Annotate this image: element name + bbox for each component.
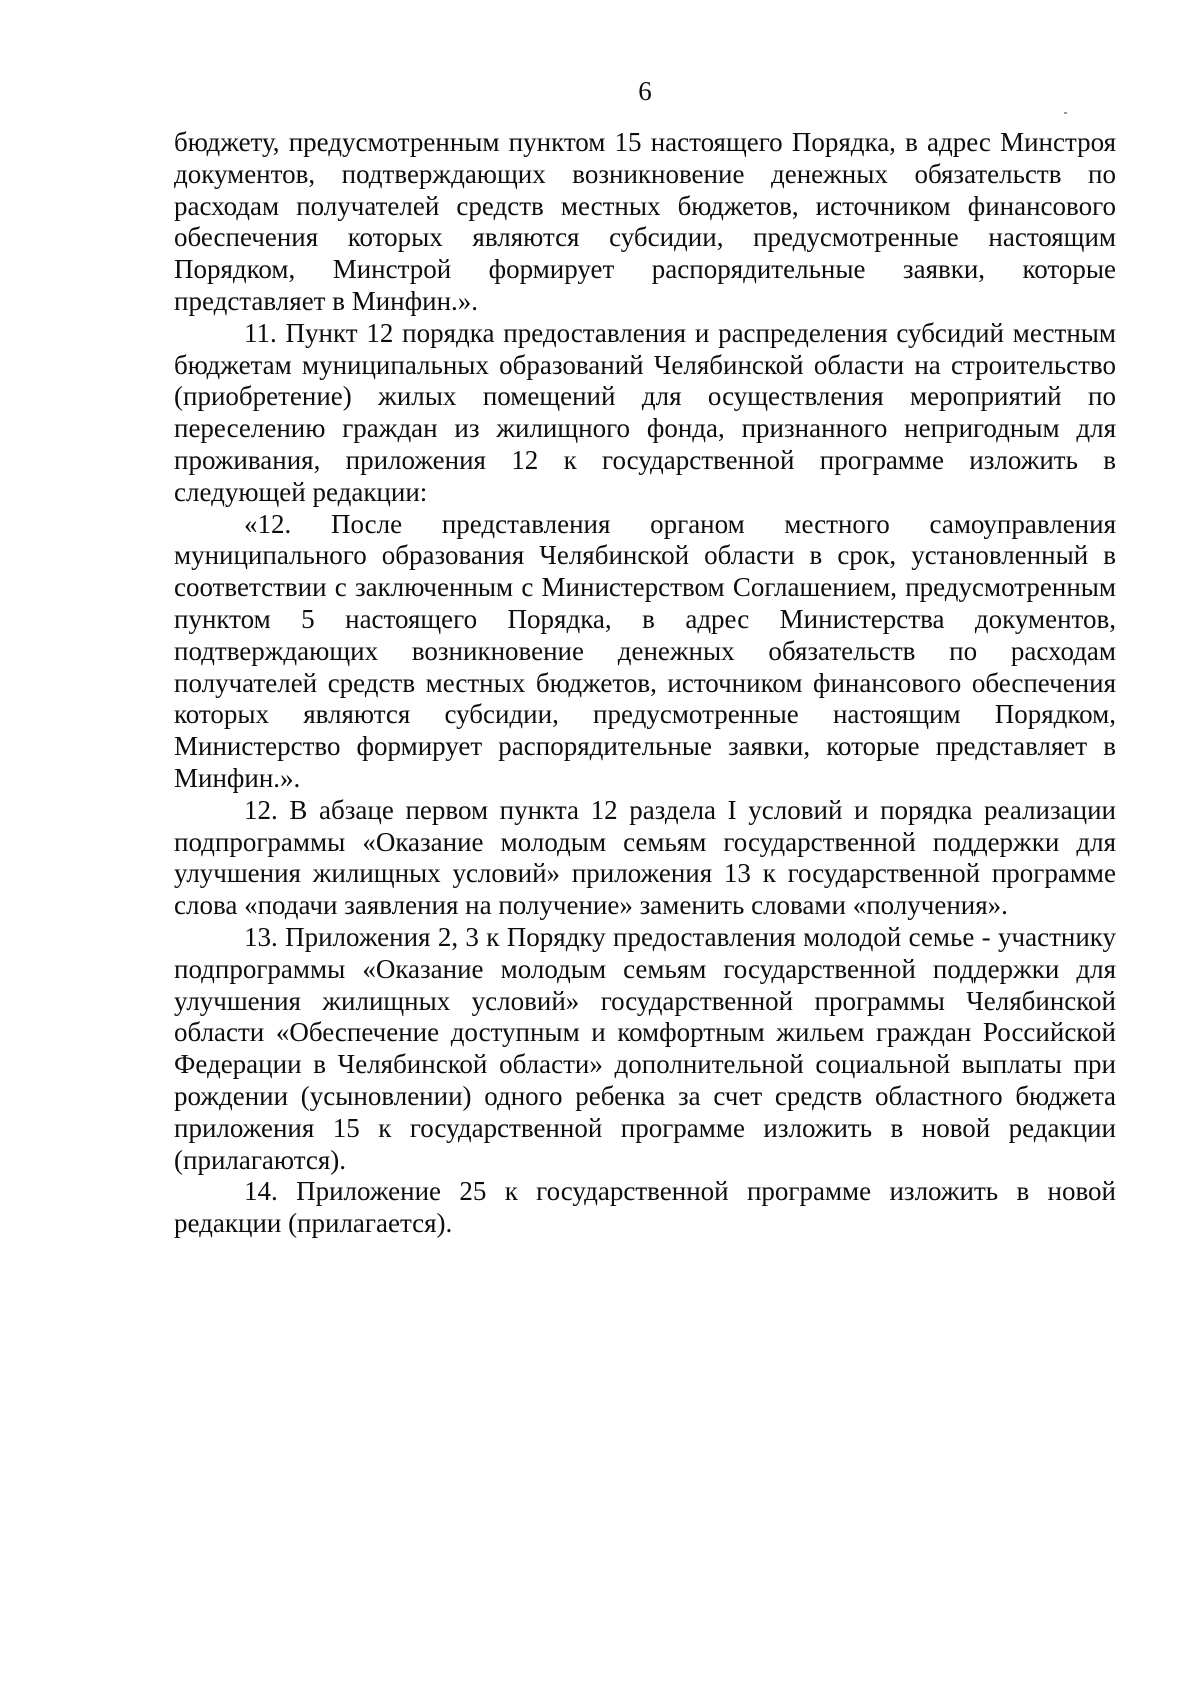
paragraph-item-11: 11. Пункт 12 порядка предоставления и распределения субсидий местным бюджетам муниципальных образований Челябинской области на строительство (приобретение) жилых помещений для осуществления мероприятий по переселению граждан из жилищного фонда, признанного непригодным для проживания, приложения 12 к государственной программе изложить в следующей редакции:: [174, 317, 1116, 507]
paragraph-item-14: 14. Приложение 25 к государственной программе изложить в новой редакции (прилагается).: [174, 1176, 1116, 1239]
page-number: 6: [638, 76, 652, 106]
scan-artifact: [1064, 112, 1067, 114]
paragraph-item-13: 13. Приложения 2, 3 к Порядку предоставления молодой семье - участнику подпрограммы «Оказание молодым семьям государственной поддержки для улучшения жилищных условий» государственной программы Челябинской области «Обеспечение доступным и комфортным жильем граждан Российской Федерации в Челябинской области» дополнительной социальной выплаты при рождении (усыновлении) одного ребенка за счет средств областного бюджета приложения 15 к государственной программе изложить в новой редакции (прилагаются).: [174, 921, 1116, 1175]
document-body: [174, 127, 1116, 1240]
paragraph-continuation: бюджету, предусмотренным пунктом 15 настоящего Порядка, в адрес Минстроя документов, подтверждающих возникновение денежных обязательств по расходам получателей средств местных бюджетов, источником финансового обеспечения которых являются субсидии, предусмотренные настоящим Порядком, Минстрой формирует распорядительные заявки, которые представляет в Минфин.».: [174, 127, 1116, 316]
paragraph-quoted-item-12: «12. После представления органом местного самоуправления муниципального образования Челябинской области в срок, установленный в соответствии с заключенным с Министерством Соглашением, предусмотренным пунктом 5 настоящего Порядка, в адрес Министерства документов, подтверждающих возникновение денежных обязательств по расходам получателей средств местных бюджетов, источником финансового обеспечения которых являются субсидии, предусмотренные настоящим Порядком, Министерство формирует распорядительные заявки, которые представляет в Минфин.».: [174, 508, 1116, 793]
paragraph-item-12: 12. В абзаце первом пункта 12 раздела I условий и порядка реализации подпрограммы «Оказание молодым семьям государственной поддержки для улучшения жилищных условий» приложения 13 к государственной программе слова «подачи заявления на получение» заменить словами «получения».: [174, 794, 1116, 921]
